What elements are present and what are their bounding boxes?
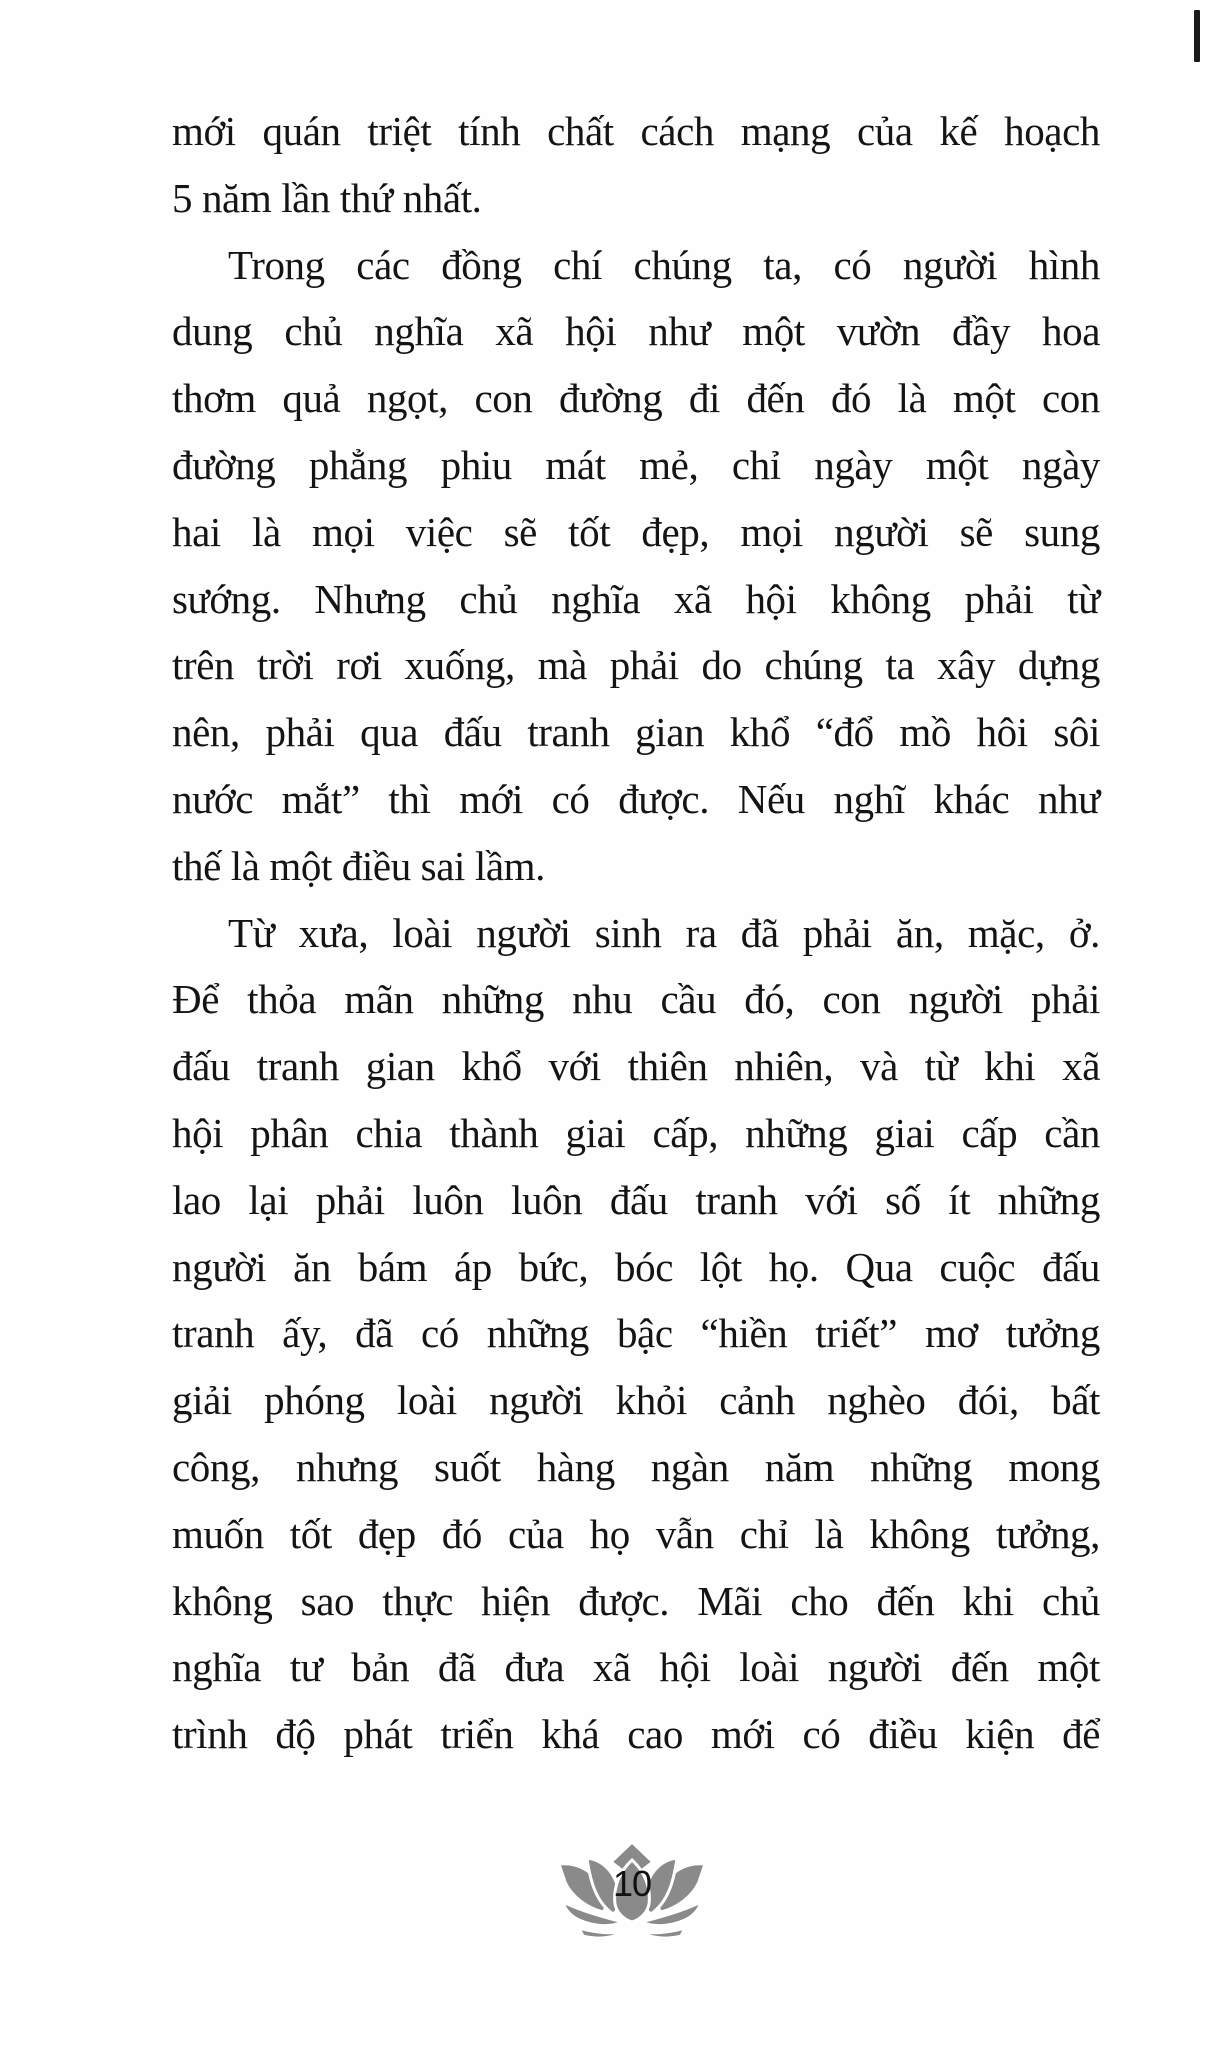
paragraph bbox=[172, 900, 1100, 1768]
text-line: giải phóng loài người khỏi cảnh nghèo đói, bất bbox=[172, 1377, 1100, 1424]
text-line: dung chủ nghĩa xã hội như một vườn đầy hoa bbox=[172, 308, 1100, 355]
text-line: Từ xưa, loài người sinh ra đã phải ăn, mặc, ở. bbox=[228, 909, 1100, 956]
text-line: nên, phải qua đấu tranh gian khổ “đổ mồ hôi sôi bbox=[172, 709, 1100, 756]
text-line: nước mắt” thì mới có được. Nếu nghĩ khác như bbox=[172, 775, 1100, 822]
text-line: nghĩa tư bản đã đưa xã hội loài người đến một bbox=[172, 1644, 1100, 1691]
text-line: hội phân chia thành giai cấp, những giai cấp cần bbox=[172, 1109, 1100, 1156]
text-line: muốn tốt đẹp đó của họ vẫn chỉ là không tưởng, bbox=[172, 1510, 1100, 1557]
body-text bbox=[172, 98, 1100, 1768]
text-line: 5 năm lần thứ nhất. bbox=[172, 174, 482, 221]
paragraph bbox=[172, 232, 1100, 900]
text-line: tranh ấy, đã có những bậc “hiền triết” mơ tưởng bbox=[172, 1310, 1100, 1357]
text-line: Trong các đồng chí chúng ta, có người hình bbox=[228, 241, 1100, 288]
text-line: công, nhưng suốt hàng ngàn năm những mong bbox=[172, 1443, 1100, 1490]
paragraph-continued bbox=[172, 98, 1100, 232]
text-line: thế là một điều sai lầm. bbox=[172, 842, 545, 889]
text-line: hai là mọi việc sẽ tốt đẹp, mọi người sẽ sung bbox=[172, 508, 1100, 555]
text-line: không sao thực hiện được. Mãi cho đến khi chủ bbox=[172, 1577, 1100, 1624]
text-line: đường phẳng phiu mát mẻ, chỉ ngày một ngày bbox=[172, 441, 1100, 488]
page-number: 10 bbox=[612, 1863, 652, 1904]
text-line: mới quán triệt tính chất cách mạng của kế hoạch bbox=[172, 108, 1100, 154]
page-edge-mark bbox=[1194, 10, 1200, 62]
text-line: sướng. Nhưng chủ nghĩa xã hội không phải từ bbox=[172, 575, 1100, 622]
text-line: người ăn bám áp bức, bóc lột họ. Qua cuộc đấu bbox=[172, 1243, 1100, 1290]
text-line: thơm quả ngọt, con đường đi đến đó là một con bbox=[172, 375, 1100, 422]
text-line: trên trời rơi xuống, mà phải do chúng ta xây dựng bbox=[172, 642, 1100, 689]
text-line: đấu tranh gian khổ với thiên nhiên, và từ khi xã bbox=[172, 1043, 1100, 1090]
page-footer bbox=[553, 1838, 711, 1944]
text-line: trình độ phát triển khá cao mới có điều kiện để bbox=[172, 1711, 1100, 1758]
text-line: lao lại phải luôn luôn đấu tranh với số ít những bbox=[172, 1176, 1100, 1223]
text-line: Để thỏa mãn những nhu cầu đó, con người phải bbox=[172, 976, 1100, 1023]
